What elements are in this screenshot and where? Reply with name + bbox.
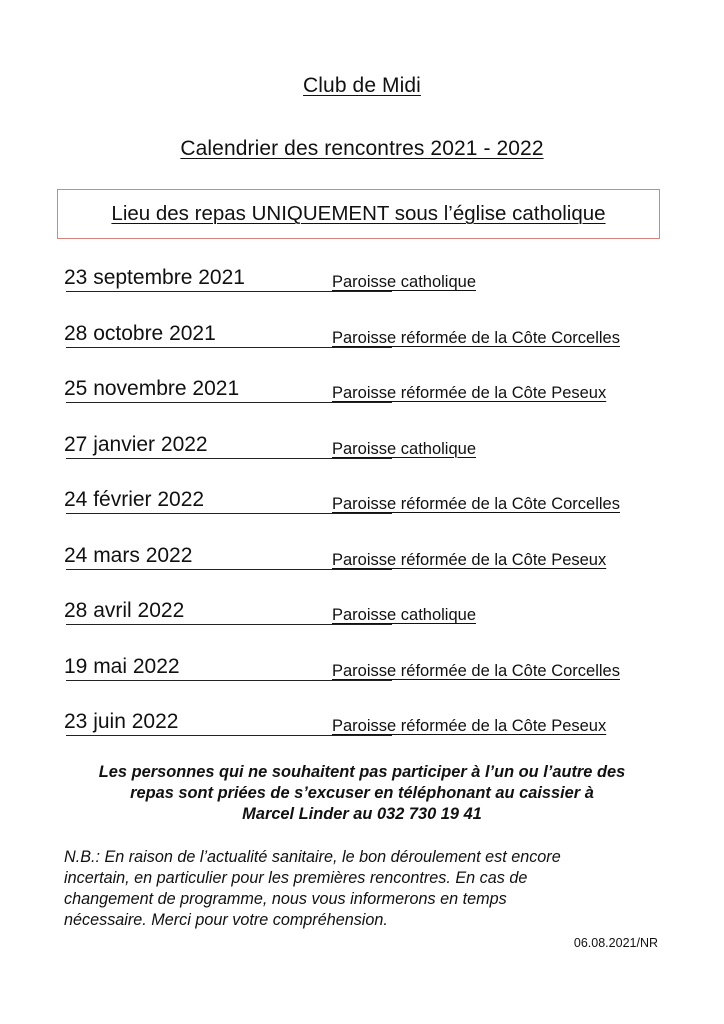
meeting-date: 28 octobre 2021: [64, 321, 216, 345]
schedule-row: [64, 484, 664, 514]
nb-note-line: incertain, en particulier pour les premières rencontres. En cas de: [64, 869, 528, 887]
page-title: [0, 74, 724, 98]
location-notice-text: Lieu des repas UNIQUEMENT sous l’église catholique: [111, 202, 606, 225]
meeting-place: Paroisse catholique: [332, 606, 477, 624]
excuse-note-line: repas sont priées de s’excuser en téléphonant au caissier à: [130, 784, 594, 802]
meeting-place: Paroisse réformée de la Côte Corcelles: [332, 328, 620, 347]
schedule-row: [64, 318, 664, 348]
meeting-date: 19 mai 2022: [64, 654, 180, 678]
nb-note-line: changement de programme, nous vous informerons en temps: [64, 890, 507, 908]
page-subtitle: [0, 137, 724, 161]
schedule-row: [64, 595, 664, 625]
meeting-date: 27 janvier 2022: [64, 432, 208, 456]
excuse-note: [40, 762, 684, 825]
schedule-row: [64, 262, 664, 292]
meeting-date: 28 avril 2022: [64, 599, 185, 622]
page-title-text: Club de Midi: [303, 74, 421, 97]
document-reference: 06.08.2021/NR: [573, 936, 658, 950]
schedule-row: [64, 373, 664, 403]
meeting-place: Paroisse réformée de la Côte Peseux: [332, 717, 607, 735]
nb-note-line: nécessaire. Merci pour votre compréhension.: [64, 911, 388, 929]
nb-note: [64, 847, 674, 931]
meeting-place: Paroisse réformée de la Côte Peseux: [332, 550, 607, 569]
location-notice-box: [57, 189, 660, 239]
meeting-date: 24 mars 2022: [64, 543, 193, 567]
meeting-place: Paroisse réformée de la Côte Corcelles: [332, 495, 620, 513]
schedule-row: [64, 540, 664, 570]
page-subtitle-text: Calendrier des rencontres 2021 - 2022: [180, 137, 544, 160]
meeting-date: 24 février 2022: [64, 488, 205, 511]
meeting-place: Paroisse réformée de la Côte Corcelles: [332, 661, 620, 680]
meeting-place: Paroisse catholique: [332, 439, 477, 458]
meeting-date: 25 novembre 2021: [64, 377, 240, 400]
meeting-place: Paroisse catholique: [332, 273, 477, 291]
meeting-date: 23 juin 2022: [64, 710, 179, 733]
schedule-row: [64, 429, 664, 459]
schedule-row: [64, 706, 664, 736]
nb-note-line: N.B.: En raison de l’actualité sanitaire, le bon déroulement est encore: [64, 848, 561, 866]
meeting-date: 23 septembre 2021: [64, 266, 245, 289]
excuse-note-line: Marcel Linder au 032 730 19 41: [242, 805, 482, 823]
meeting-place: Paroisse réformée de la Côte Peseux: [332, 384, 607, 402]
schedule-row: [64, 651, 664, 681]
excuse-note-line: Les personnes qui ne souhaitent pas participer à l’un ou l’autre des: [98, 763, 626, 781]
